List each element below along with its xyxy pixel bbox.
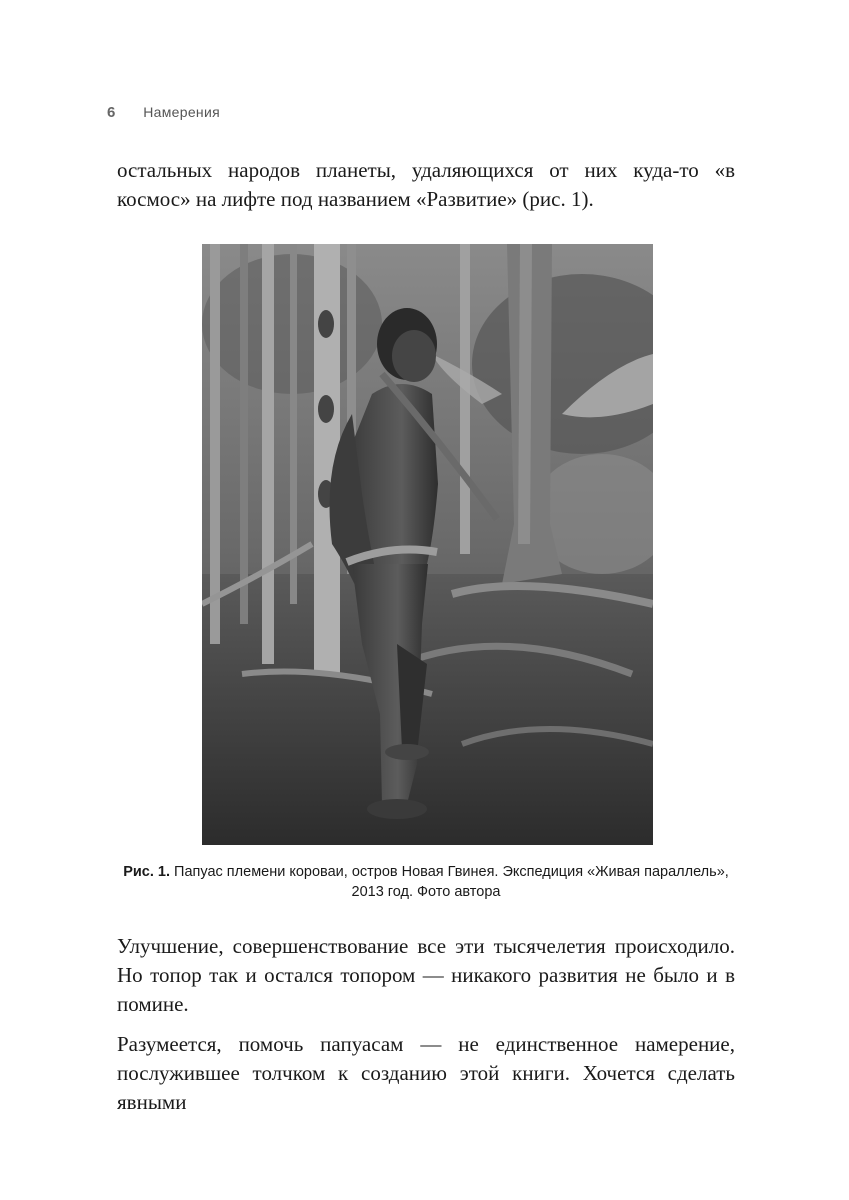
- caption-label: Рис. 1.: [123, 864, 171, 880]
- page-number: 6: [107, 104, 116, 121]
- section-title: Намерения: [143, 104, 220, 120]
- paragraph-2: Улучшение, совершенствование все эти тысячелетия происходило. Но топор так и остался топором — никакого развития не было и в помине.: [117, 934, 735, 1016]
- figure-photo: [202, 244, 653, 845]
- running-head: [107, 104, 220, 121]
- paragraph-1: остальных народов планеты, удаляющихся от них куда-то «в космос» на лифте под названием «Развитие» (рис. 1).: [117, 158, 735, 211]
- figure-caption: [110, 862, 742, 902]
- paragraph-3: Разумеется, помочь папуасам — не единственное намерение, послужившее толчком к созданию этой книги. Хочется сделать явными: [117, 1032, 735, 1114]
- caption-text: Папуас племени короваи, остров Новая Гвинея. Экспедиция «Живая параллель», 2013 год. Фото автора: [170, 864, 729, 900]
